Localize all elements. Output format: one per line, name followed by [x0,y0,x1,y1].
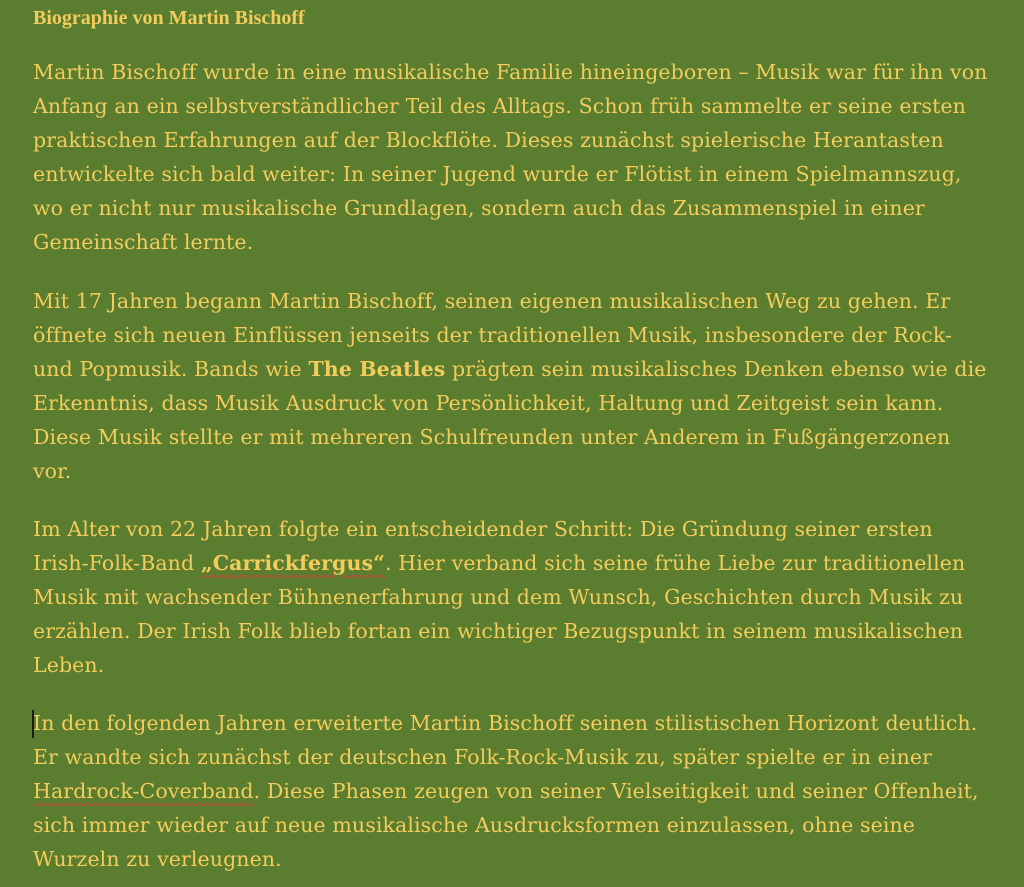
paragraph-text: Martin Bischoff wurde in eine musikalische Familie hineingeboren – Musik war für ihn von Anfang an ein selbstverständlicher Teil des Alltags. Schon früh sammelte er seine ersten praktischen Erfahrungen auf der Blockflöte. Dieses zunächst spielerische Herantasten entwickelte sich bald weiter: In seiner Jugend wurde er Flötist in einem Spielmannszug, wo er nicht nur musikalische Grundlagen, sondern auch das Zusammenspiel in einer Gemeinschaft lernte. [33,60,988,254]
paragraph-early-years [33,55,988,259]
paragraph-text-after: . Diese Phasen zeugen von seiner Vielseitigkeit und seiner Offenheit, sich immer wieder auf neue musikalische Ausdrucksformen einzulassen, ohne seine Wurzeln zu verleugnen. [33,779,979,871]
paragraph-text-before: In den folgenden Jahren erweiterte Martin Bischoff seinen stilistischen Horizont deutlich. Er wandte sich zunächst der deutschen Folk-Rock-Musik zu, später spielte er in einer [33,711,978,769]
paragraph-following-years [33,706,988,876]
paragraph-age-17 [33,284,988,488]
band-name-beatles: The Beatles [308,357,446,381]
paragraph-age-22 [33,512,988,682]
band-name-carrickfergus: „Carrickfergus“ [200,551,386,575]
paragraph-text-before: Im Alter von 22 Jahren folgte ein entscheidender Schritt: Die Gründung seiner ersten Irish-Folk-Band [33,517,933,575]
paragraph-text-after: prägten sein musikalisches Denken ebenso wie die Erkenntnis, dass Musik Ausdruck von Persönlichkeit, Haltung und Zeitgeist sein kann. Diese Musik stellte er mit mehreren Schulfreunden unter Anderem in Fußgängerzonen vor. [33,357,987,483]
band-name-hardrock-coverband: Hardrock-Coverband [33,779,254,803]
paragraph-text-before: Mit 17 Jahren begann Martin Bischoff, seinen eigenen musikalischen Weg zu gehen. Er öffnete sich neuen Einflüssen jenseits der traditionellen Musik, insbesondere der Rock- und Popmusik. Bands wie [33,289,953,381]
document-title: Biographie von Martin Bischoff [33,7,305,29]
paragraph-text-after: . Hier verband sich seine frühe Liebe zur traditionellen Musik mit wachsender Bühnenerfahrung und dem Wunsch, Geschichten durch Musik zu erzählen. Der Irish Folk blieb fortan ein wichtiger Bezugspunkt in seinem musikalischen Leben. [33,551,966,677]
